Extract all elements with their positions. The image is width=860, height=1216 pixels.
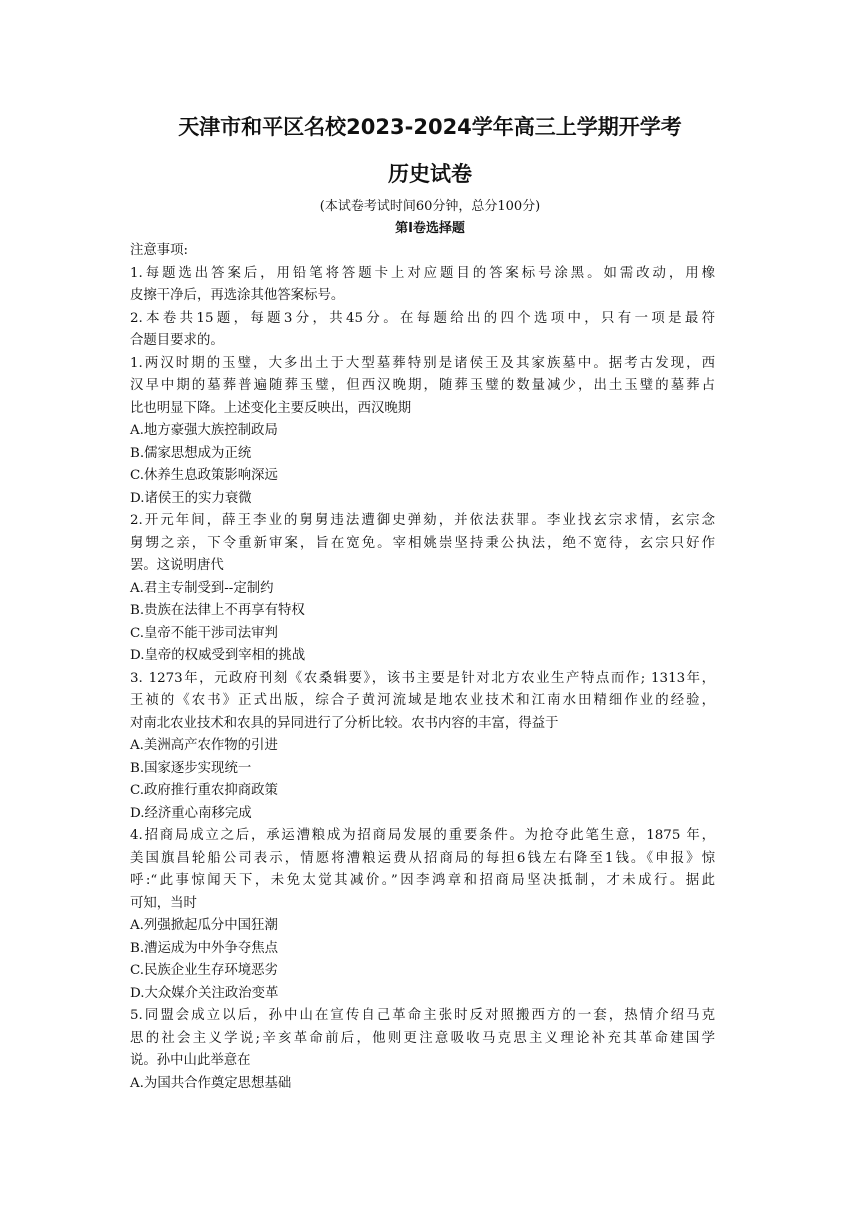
text-line: 皮擦干净后，再选涂其他答案标号。 xyxy=(130,288,345,303)
answer-option: C.皇帝不能干涉司法审判 xyxy=(130,625,278,641)
exam-time-note: (本试卷考试时间60分钟，总分100分) xyxy=(319,199,541,214)
answer-option: A.美洲高产农作物的引进 xyxy=(130,738,278,753)
text-line: 合题目要求的。 xyxy=(130,333,224,348)
answer-option: C.休养生息政策影响深远 xyxy=(130,468,278,483)
text-line: 呼:“此事惊闻天下，未免太觉其减价。”因李鸿章和招商局坚决抵制，才未成行。据此 xyxy=(130,873,715,888)
text-line: 美国旗昌轮船公司表示，情愿将漕粮运费从招商局的每担6钱左右降至1钱。《申报》惊 xyxy=(130,850,715,866)
text-line: 舅甥之亲，下令重新审案，旨在宽免。宰相姚崇坚持秉公执法，绝不宽待，玄宗只好作 xyxy=(130,535,715,551)
text-line: 王祯的《农书》正式出版，综合子黄河流域是地农业技术和江南水田精细作业的经验， xyxy=(130,693,715,708)
exam-title: 天津市和平区名校2023-2024学年高三上学期开学考 xyxy=(178,115,682,139)
exam-subject-title: 历史试卷 xyxy=(388,162,472,186)
answer-option: B.儒家思想成为正统 xyxy=(130,445,252,461)
answer-option: A.君主专制受到--定制约 xyxy=(130,580,274,596)
text-line: 5.同盟会成立以后，孙中山在宣传自己革命主张时反对照搬西方的一套，热情介绍马克 xyxy=(130,1008,715,1023)
text-line: 注意事项: xyxy=(130,243,189,258)
text-line: 2.本卷共15题，每题3分，共45分。在每题给出的四个选项中，只有一项是最符 xyxy=(130,310,715,326)
answer-option: A.列强掀起瓜分中国狂潮 xyxy=(130,918,278,933)
answer-option: B.国家逐步实现统一 xyxy=(130,760,252,776)
text-line: 罢。这说明唐代 xyxy=(130,558,224,573)
answer-option: A.地方豪强大族控制政局 xyxy=(130,423,278,438)
answer-option: C.政府推行重农抑商政策 xyxy=(130,783,278,798)
text-line: 1.两汉时期的玉璧，大多出土于大型墓葬特别是诸侯王及其家族墓中。据考古发现，西 xyxy=(130,355,715,371)
answer-option: D.诸侯王的实力衰微 xyxy=(130,490,252,506)
answer-option: B.漕运成为中外争夺焦点 xyxy=(130,940,279,956)
text-line: 说。孙中山此举意在 xyxy=(130,1053,251,1068)
text-line: 2.开元年间，薛王李业的舅舅违法遭御史弹劾，并依法获罪。李业找玄宗求情，玄宗念 xyxy=(130,513,715,528)
text-line: 1.每题选出答案后，用铅笔将答题卡上对应题目的答案标号涂黑。如需改动，用橡 xyxy=(130,265,715,281)
section-heading: 第I卷选择题 xyxy=(395,221,465,236)
text-line: 对南北农业技术和农具的异同进行了分析比较。农书内容的丰富，得益于 xyxy=(130,715,559,731)
answer-option: A.为国共合作奠定思想基础 xyxy=(130,1075,292,1091)
answer-option: B.贵族在法律上不再享有特权 xyxy=(130,603,305,618)
text-line: 汉早中期的墓葬普遍随葬玉璧，但西汉晚期，随葬玉璧的数量减少，出土玉璧的墓葬占 xyxy=(130,378,715,393)
text-line: 3. 1273年，元政府刊刻《农桑辑要》，该书主要是针对北方农业生产特点而作; 1313年， xyxy=(130,670,715,686)
text-line: 比也明显下降。上述变化主要反映出，西汉晚期 xyxy=(130,400,412,416)
text-line: 可知，当时 xyxy=(130,895,197,911)
text-line: 4.招商局成立之后，承运漕粮成为招商局发展的重要条件。为抢夺此笔生意，1875 年， xyxy=(130,828,715,843)
answer-option: D.皇帝的权威受到宰相的挑战 xyxy=(130,648,306,663)
text-line: 思的社会主义学说;辛亥革命前后，他则更注意吸收马克思主义理论补充其革命建国学 xyxy=(130,1030,715,1046)
answer-option: D.经济重心南移完成 xyxy=(130,805,252,821)
answer-option: C.民族企业生存环境恶劣 xyxy=(130,963,278,978)
exam-body xyxy=(130,240,715,1095)
answer-option: D.大众媒介关注政治变革 xyxy=(130,985,279,1001)
